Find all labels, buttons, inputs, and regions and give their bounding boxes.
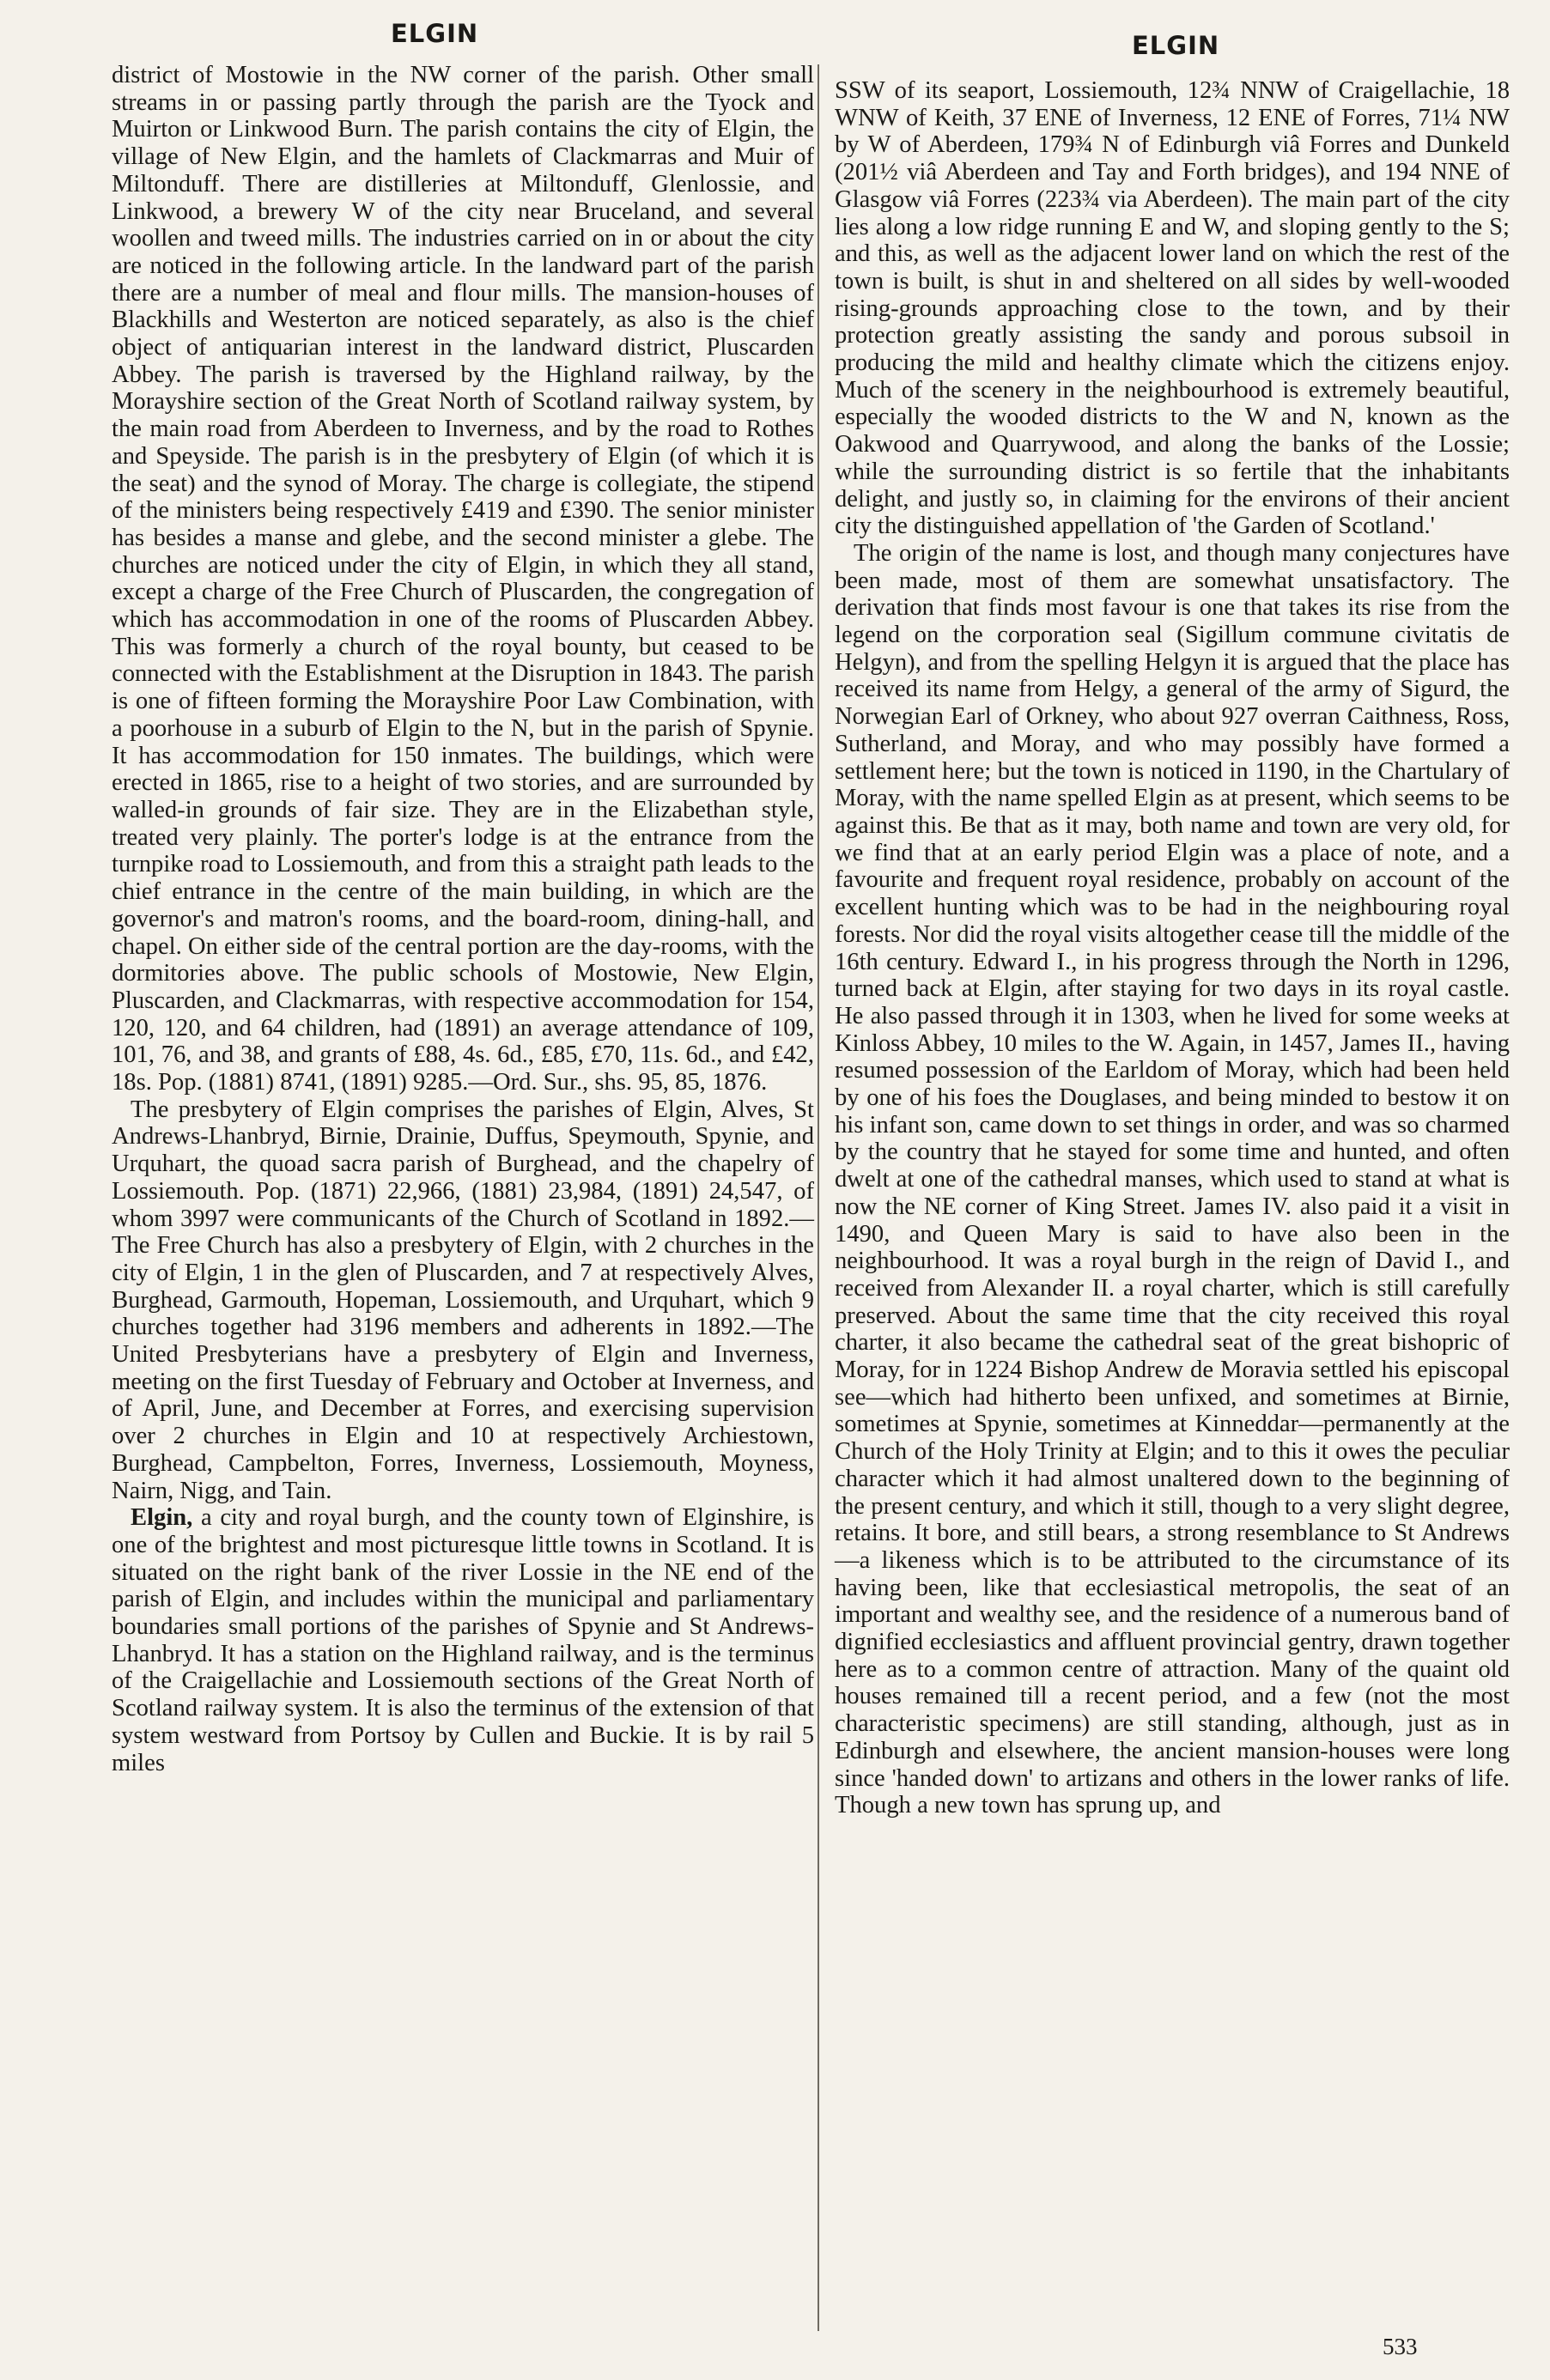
paragraph-situation: SSW of its seaport, Lossiemouth, 12¾ NNW of Craigellachie, 18 WNW of Keith, 37 ENE of Inverness, 12 ENE of Forres, 71¼ NW by W of Aberdeen, 179¾ N of Edinburgh viâ Forres and Dunkeld (201½ viâ Aberdeen and Tay and Forth bridges), and 194 NNE of Glasgow viâ Forres (223¾ via Aberdeen). The main part of the city lies along a low ridge running E and W, and sloping gently to the S; and this, as well as the adjacent lower land on which the rest of the town is built, is shut in and sheltered on all sides by well-wooded rising-grounds approaching close to the town, and by their protection greatly assisting the sandy and porous subsoil in producing the mild and healthy climate which the citizens enjoy. Much of the scenery in the neighbourhood is extremely beautiful, especially the wooded districts to the W and N, known as the Oakwood and Quarrywood, and along the banks of the Lossie; while the surrounding district is so fertile that the inhabitants delight, and justly so, in claiming for the environs of their ancient city the distinguished appellation of 'the Garden of Scotland.' [835, 77, 1510, 540]
column-divider [818, 64, 819, 2331]
paragraph-parish-description: district of Mostowie in the NW corner of the parish. Other small streams in or passing partly through the parish are the Tyock and Muirton or Linkwood Burn. The parish contains the city of Elgin, the village of New Elgin, and the hamlets of Clackmarras and Muir of Miltonduff. There are distilleries at Miltonduff, Glenlossie, and Linkwood, a brewery W of the city near Bruceland, and several woollen and tweed mills. The industries carried on in or about the city are noticed in the following article. In the landward part of the parish there are a number of meal and flour mills. The mansion-houses of Blackhills and Westerton are noticed separately, as also is the chief object of antiquarian interest in the landward district, Pluscarden Abbey. The parish is traversed by the Highland railway, by the Morayshire section of the Great North of Scotland railway system, by the main road from Aberdeen to Inverness, and by the road to Rothes and Speyside. The parish is in the presbytery of Elgin (of which it is the seat) and the synod of Moray. The charge is collegiate, the stipend of the ministers being respectively £419 and £390. The senior minister has besides a manse and glebe, and the second minister a glebe. The churches are noticed under the city of Elgin, in which they all stand, except a charge of the Free Church of Pluscarden, the congregation of which has accommodation in one of the rooms of Pluscarden Abbey. This was formerly a church of the royal bounty, but ceased to be connected with the Establishment at the Disruption in 1843. The parish is one of fifteen forming the Morayshire Poor Law Combination, with a poorhouse in a suburb of Elgin to the N, but in the parish of Spynie. It has accommodation for 150 inmates. The buildings, which were erected in 1865, rise to a height of two stories, and are surrounded by walled-in grounds of fair size. They are in the Elizabethan style, treated very plainly. The porter's lodge is at the entrance from the turnpike road to Lossiemouth, and from this a straight path leads to the chief entrance in the centre of the main building, in which are the governor's and matron's rooms, and the board-room, dining-hall, and chapel. On either side of the central portion are the day-rooms, with the dormitories above. The public schools of Mostowie, New Elgin, Pluscarden, and Clackmarras, with respective accommodation for 154, 120, 120, and 64 children, had (1891) an average attendance of 109, 101, 76, and 38, and grants of £88, 4s. 6d., £85, £70, 11s. 6d., and £42, 18s. Pop. (1881) 8741, (1891) 9285.—Ord. Sur., shs. 95, 85, 1876. [112, 62, 814, 1096]
page-number: 533 [1383, 2334, 1418, 2359]
running-header-left: ELGIN [391, 19, 479, 48]
right-column [835, 77, 1510, 1819]
left-column [112, 62, 814, 1776]
paragraph-elgin-entry [112, 1504, 814, 1776]
running-header-right: ELGIN [1132, 31, 1220, 60]
entry-text: a city and royal burgh, and the county town of Elginshire, is one of the brightest and most picturesque little towns in Scotland. It is situated on the right bank of the river Lossie in the NE end of the parish of Elgin, and includes within the municipal and parliamentary boundaries small portions of the parishes of Spynie and St Andrews-Lhanbryd. It has a station on the Highland railway, and is the terminus of the Craigellachie and Lossiemouth sections of the Great North of Scotland railway system. It is also the terminus of the extension of that system westward from Portsoy by Cullen and Buckie. It is by rail 5 miles [112, 1504, 814, 1776]
paragraph-presbytery: The presbytery of Elgin comprises the parishes of Elgin, Alves, St Andrews-Lhanbryd, Birnie, Drainie, Duffus, Speymouth, Spynie, and Urquhart, the quoad sacra parish of Burghead, and the chapelry of Lossiemouth. Pop. (1871) 22,966, (1881) 23,984, (1891) 24,547, of whom 3997 were communicants of the Church of Scotland in 1892.—The Free Church has also a presbytery of Elgin, with 2 churches in the city of Elgin, 1 in the glen of Pluscarden, and 7 at respectively Alves, Burghead, Garmouth, Hopeman, Lossiemouth, and Urquhart, which 9 churches together had 3196 members and adherents in 1892.—The United Presbyterians have a presbytery of Elgin and Inverness, meeting on the first Tuesday of February and October at Inverness, and of April, June, and December at Forres, and exercising supervision over 2 churches in Elgin and 10 at respectively Archiestown, Burghead, Campbelton, Forres, Inverness, Lossiemouth, Moyness, Nairn, Nigg, and Tain. [112, 1096, 814, 1504]
entry-headword: Elgin, [131, 1504, 193, 1532]
paragraph-name-origin: The origin of the name is lost, and though many conjectures have been made, most of them are somewhat unsatisfactory. The derivation that finds most favour is one that takes its rise from the legend on the corporation seal (Sigillum commune civitatis de Helgyn), and from the spelling Helgyn it is argued that the place has received its name from Helgy, a general of the army of Sigurd, the Norwegian Earl of Orkney, who about 927 overran Caithness, Ross, Sutherland, and Moray, and who may possibly have formed a settlement here; but the town is noticed in 1190, in the Chartulary of Moray, with the name spelled Elgin as at present, which seems to be against this. Be that as it may, both name and town are very old, for we find that at an early period Elgin was a place of note, and a favourite and frequent royal residence, probably on account of the excellent hunting which was to be had in the neighbouring royal forests. Nor did the royal visits altogether cease till the middle of the 16th century. Edward I., in his progress through the North in 1296, turned back at Elgin, after staying for two days in its royal castle. He also passed through it in 1303, when he lived for some weeks at Kinloss Abbey, 10 miles to the W. Again, in 1457, James II., having resumed possession of the Earldom of Moray, which had been held by one of his foes the Douglases, and being minded to bestow it on his infant son, came down to set things in order, and was so charmed by the country that he stayed for some time and hunted, and often dwelt at one of the cathedral manses, which used to stand at what is now the NE corner of King Street. James IV. also paid it a visit in 1490, and Queen Mary is said to have also been in the neighbourhood. It was a royal burgh in the reign of David I., and received from Alexander II. a royal charter, which is still carefully preserved. About the same time that the city received this royal charter, it also became the cathedral seat of the great bishopric of Moray, for in 1224 Bishop Andrew de Moravia settled his episcopal see—which had hitherto been unfixed, and sometimes at Birnie, sometimes at Spynie, sometimes at Kinneddar—permanently at the Church of the Holy Trinity at Elgin; and to this it owes the peculiar character which it had almost unaltered down to the beginning of the present century, and which it still, though to a very slight degree, retains. It bore, and still bears, a strong resemblance to St Andrews—a likeness which is to be attributed to the circumstance of its having been, like that ecclesiastical metropolis, the seat of an important and wealthy see, and the residence of a numerous band of dignified ecclesiastics and affluent provincial gentry, drawn together here as to a common centre of attraction. Many of the quaint old houses remained till a recent period, and a few (not the most characteristic specimens) are still standing, although, just as in Edinburgh and elsewhere, the ancient mansion-houses were long since 'handed down' to artizans and others in the lower ranks of life. Though a new town has sprung up, and [835, 539, 1510, 1819]
